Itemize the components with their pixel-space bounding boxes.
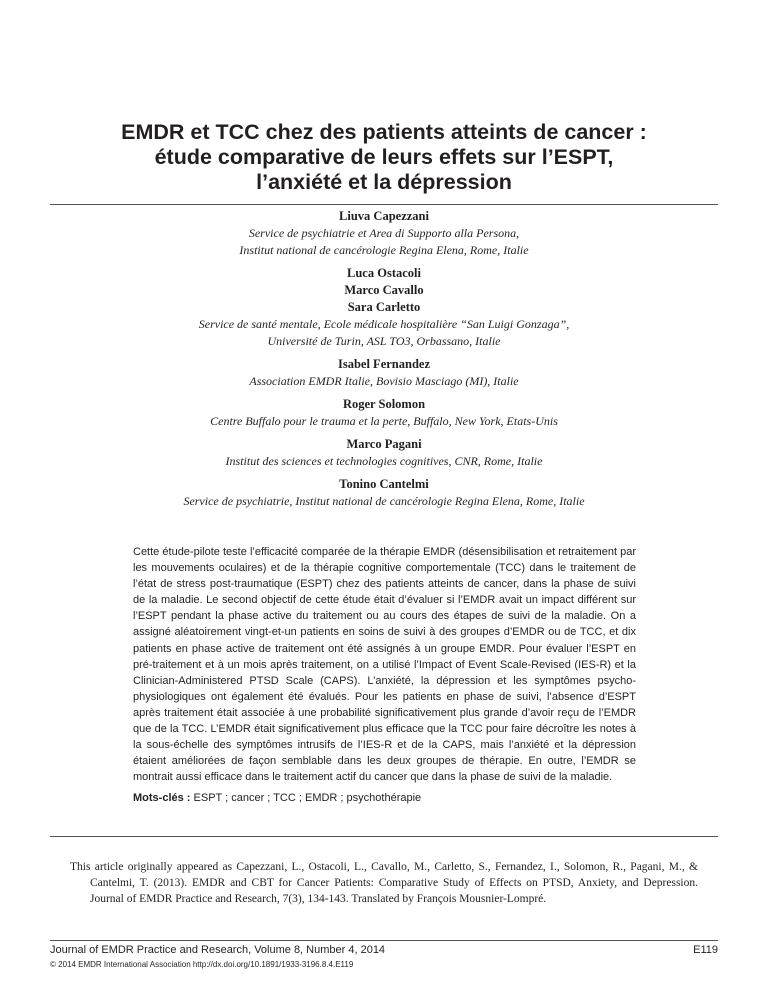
- title-line: EMDR et TCC chez des patients atteints de cancer :: [121, 120, 647, 144]
- abstract: Cette étude-pilote teste l’efficacité comparée de la thérapie EMDR (désensibilisation et retraitement par les mouvements oculaires) et de la thérapie cognitive comportementale (TCC) dans le traitement de l’état de stress post-traumatique (ESPT) chez des patients atteints de cancer, dans la phase de suivi de la maladie. Le second objectif de cette étude était d’évaluer si l’EMDR avait un impact différent sur l’ESPT pendant la phase active du traitement ou au cours des étapes de suivi de la maladie. On a assigné aléatoirement vingt-et-un patients en soins de suivi à des groupes d’EMDR ou de TCC, et dix patients en phase active de traitement ont été assignés à un groupe EMDR. Pour évaluer l’ESPT en pré-traitement et à un mois après traitement, on a utilisé l’Impact of Event Scale-Revised (IES-R) et la Clinician-Administered PTSD Scale (CAPS). L’anxiété, la dépression et les symptômes psycho-physiologiques ont également été évalués. Pour les patients en phase de suivi, l’absence d’ESPT après traitement était associée à une probabilité significativement plus grande d’avoir reçu de l’EMDR que de la TCC. L’EMDR était significativement plus efficace que la TCC pour faire décroître les notes à la sous-échelle des symptômes intrusifs de l’IES-R et de la CAPS, mais l’anxiété et la dépression étaient améliorées de façon semblable dans les deux groupes de thérapie. En outre, l’EMDR se montrait aussi efficace dans le traitement actif du cancer que dans la phase de suivi de la maladie.: [133, 546, 636, 784]
- author-name: Luca Ostacoli: [347, 266, 421, 280]
- author-affiliation: Institut national de cancérologie Regina Elena, Rome, Italie: [239, 243, 529, 257]
- author-list: [50, 208, 718, 516]
- page-number: E119: [693, 944, 718, 956]
- divider-top: [50, 204, 718, 205]
- author-name: Marco Pagani: [346, 437, 422, 451]
- author-name: Tonino Cantelmi: [339, 477, 429, 491]
- author-name: Marco Cavallo: [344, 283, 424, 297]
- author-affiliation: Service de psychiatrie, Institut national de cancérologie Regina Elena, Rome, Italie: [183, 494, 585, 508]
- author-affiliation: Institut des sciences et technologies cognitives, CNR, Rome, Italie: [225, 454, 543, 468]
- title-line: l’anxiété et la dépression: [256, 170, 512, 194]
- keywords: [133, 791, 636, 806]
- author-block: [50, 476, 718, 510]
- author-block: [50, 436, 718, 470]
- author-name: Sara Carletto: [347, 300, 421, 314]
- author-affiliation: Centre Buffalo pour le trauma et la perte, Buffalo, New York, Etats-Unis: [210, 414, 558, 428]
- author-affiliation: Association EMDR Italie, Bovisio Masciago (MI), Italie: [249, 374, 519, 388]
- author-block: [50, 356, 718, 390]
- divider-footer: [50, 940, 718, 941]
- divider-middle: [50, 836, 718, 837]
- author-affiliation: Université de Turin, ASL TO3, Orbassano, Italie: [267, 334, 501, 348]
- author-affiliation: Service de psychiatrie et Area di Supporto alla Persona,: [248, 226, 520, 240]
- author-block: [50, 265, 718, 350]
- author-name: Roger Solomon: [342, 397, 426, 411]
- author-name: Liuva Capezzani: [339, 209, 429, 223]
- author-affiliation: Service de santé mentale, Ecole médicale hospitalière “San Luigi Gonzaga”,: [198, 317, 570, 331]
- title-line: étude comparative de leurs effets sur l’ESPT,: [154, 145, 614, 169]
- author-name: Isabel Fernandez: [337, 357, 430, 371]
- author-block: [50, 396, 718, 430]
- original-article-note: This article originally appeared as Capezzani, L., Ostacoli, L., Cavallo, M., Carletto, S., Fernandez, I., Solomon, R., Pagani, M., & Cantelmi, T. (2013). EMDR and CBT for Cancer Patients: Comparative Study of Effects on PTSD, Anxiety, and Depression. Journal of EMDR Practice and Research, 7(3), 134-143. Translated by François Mousnier-Lompré.: [70, 860, 698, 905]
- article-title: [70, 120, 698, 195]
- keywords-label: Mots-clés :: [133, 792, 191, 804]
- keywords-text: ESPT ; cancer ; TCC ; EMDR ; psychothérapie: [193, 792, 422, 804]
- footer-journal: Journal of EMDR Practice and Research, Volume 8, Number 4, 2014: [50, 944, 386, 956]
- author-block: [50, 208, 718, 259]
- footer-copyright: © 2014 EMDR International Association http://dx.doi.org/10.1891/1933-3196.8.4.E119: [50, 960, 354, 969]
